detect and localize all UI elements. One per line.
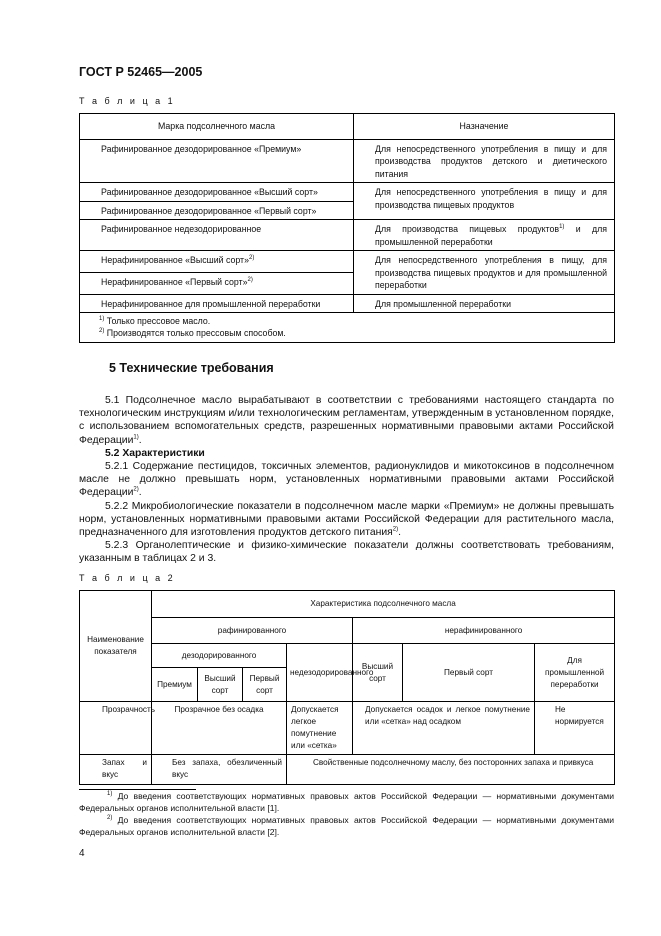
document-header: ГОСТ Р 52465—2005 xyxy=(79,65,203,79)
table2-header-characteristic: Характеристика подсолнечного масла xyxy=(152,591,615,618)
table1-caption: Т а б л и ц а 1 xyxy=(79,96,176,106)
table1-mark: Рафинированное дезодорированное «Премиум» xyxy=(80,139,354,183)
table2-header-unrefined-first: Первый сорт xyxy=(403,644,535,702)
table1-mark: Рафинированное дезодорированное «Первый сорт» xyxy=(80,201,354,220)
table2 xyxy=(79,590,615,785)
table1 xyxy=(79,113,615,343)
table2-caption: Т а б л и ц а 2 xyxy=(79,573,176,583)
page-number: 4 xyxy=(79,848,85,859)
table2-cell: Не нормируется xyxy=(535,702,615,755)
table1-purpose: Для непосредственного употребления в пищу и для производства пищевых продуктов xyxy=(354,183,615,220)
table2-row-name: Запах и вкус xyxy=(80,755,152,785)
table1-mark: Рафинированное недезодорированное xyxy=(80,220,354,251)
table1-mark: Рафинированное дезодорированное «Высший сорт» xyxy=(80,183,354,202)
paragraph-5-1: 5.1 Подсолнечное масло вырабатывают в соответствии с требованиями настоящего стандарта по технологическим инструкциям и/или технологическим регламентам, утвержденным в установленном порядке, с использованием вспомогательных средств, разрешенных нормативными правовыми актами Российской Федерации$^{1)}$. xyxy=(79,395,614,446)
footnotes xyxy=(79,790,614,838)
table2-cell: Допускается легкое помутнение или «сетка» xyxy=(287,702,353,755)
table2-cell: Без запаха, обезличенный вкус xyxy=(152,755,287,785)
paragraph-5-2-1: 5.2.1 Содержание пестицидов, токсичных элементов, радионуклидов и микотоксинов в подсолнечном масле не должно превышать норм, установленных нормативными правовыми актами Российской Федерации$^{2)}$. xyxy=(79,461,614,499)
table1-mark: Нерафинированное «Первый сорт»$^{2)}$ xyxy=(80,272,354,294)
table1-note: $^{2)}$ Производятся только прессовым способом. xyxy=(99,328,286,338)
table2-header-highest: Высший сорт xyxy=(198,668,243,702)
table1-notes xyxy=(80,313,615,343)
table2-header-unrefined-highest: Высший сорт xyxy=(353,644,403,702)
table2-row-name: Прозрачность xyxy=(80,702,152,755)
section-body xyxy=(79,394,614,566)
table1-purpose: Для производства пищевых продуктов$^{1)}$ и для промышленной переработки xyxy=(354,220,615,251)
table2-header-name: Наименование показателя xyxy=(80,591,152,702)
table2-header-refined: рафинированного xyxy=(152,618,353,644)
subsection-title: 5.2 Характеристики xyxy=(105,447,205,459)
footnote: $^{2)}$ До введения соответствующих нормативных правовых актов Российской Федерации — нормативными документами Федеральных органов исполнительной власти [2]. xyxy=(79,815,614,837)
table1-purpose: Для непосредственного употребления в пищу и для производства продуктов детского и диетического питания xyxy=(354,139,615,183)
table1-purpose: Для непосредственного употребления в пищу, для производства пищевых продуктов и для промышленной переработки xyxy=(354,251,615,295)
table1-mark: Нерафинированное для промышленной переработки xyxy=(80,294,354,313)
table2-cell: Прозрачное без осадка xyxy=(152,702,287,755)
table2-header-premium: Премиум xyxy=(152,668,198,702)
table2-header-non-deodorized: недезодорированного xyxy=(287,644,353,702)
table1-note: $^{1)}$ Только прессовое масло. xyxy=(99,316,211,326)
footnote: $^{1)}$ До введения соответствующих нормативных правовых актов Российской Федерации — нормативными документами Федеральных органов исполнительной власти [1]. xyxy=(79,791,614,813)
table2-cell: Допускается осадок и легкое помутнение или «сетка» над осадком xyxy=(353,702,535,755)
paragraph-5-2-2: 5.2.2 Микробиологические показатели в подсолнечном масле марки «Премиум» не должны превышать норм, установленных нормативными правовыми актами Российской Федерации для растительного масла, предназначенного для изготовления продуктов детского питания$^{2)}$. xyxy=(79,500,614,539)
paragraph-5-2-3: 5.2.3 Органолептические и физико-химические показатели должны соответствовать требованиям, указанным в таблицах 2 и 3. xyxy=(79,540,614,565)
table2-header-first: Первый сорт xyxy=(243,668,287,702)
table1-mark: Нерафинированное «Высший сорт»$^{2)}$ xyxy=(80,251,354,273)
table2-header-industrial: Для промышленной переработки xyxy=(535,644,615,702)
section-title: 5 Технические требования xyxy=(109,361,274,375)
table2-header-unrefined: нерафинированного xyxy=(353,618,615,644)
table1-purpose: Для промышленной переработки xyxy=(354,294,615,313)
table1-header-mark: Марка подсолнечного масла xyxy=(80,114,354,140)
table2-cell: Свойственные подсолнечному маслу, без посторонних запаха и привкуса xyxy=(287,755,615,785)
table2-header-deodorized: дезодорированного xyxy=(152,644,287,668)
table1-header-purpose: Назначение xyxy=(354,114,615,140)
